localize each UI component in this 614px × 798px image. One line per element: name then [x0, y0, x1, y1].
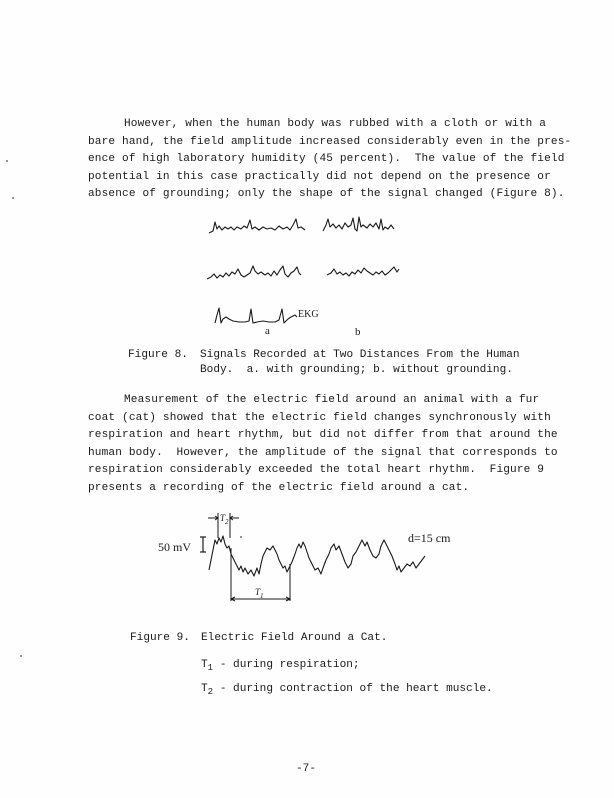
legend-symbol: T — [201, 683, 208, 695]
distance-label: d=15 cm — [408, 531, 451, 545]
figure-9-cat-field — [155, 508, 475, 608]
cat-field-trace — [209, 536, 425, 576]
scale-label: 50 mV — [158, 540, 191, 554]
figure-8-number: Figure 8. — [128, 349, 188, 361]
paragraph-2 — [88, 392, 558, 498]
text-line: coat (cat) showed that the electric field changes synchronously with — [88, 411, 551, 424]
text-line: respiration considerably exceeded the total heart rhythm. Figure 9 — [88, 464, 545, 477]
paragraph-1 — [88, 116, 572, 204]
ekg-trace — [215, 308, 297, 323]
svg-text:T1 — [255, 587, 264, 600]
legend-text: - during contraction of the heart muscle. — [213, 683, 493, 695]
text-line: bare hand, the field amplitude increased considerably even in the pres- — [88, 135, 572, 148]
scan-speck — [6, 160, 8, 162]
ekg-label: EKG — [298, 309, 319, 320]
signal-trace-b-1 — [323, 217, 394, 231]
scan-speck — [240, 536, 242, 538]
text-line: However, when the human body was rubbed with a cloth or with a — [124, 118, 547, 130]
page-number: -7- — [296, 763, 316, 775]
text-line: absence of grounding; only the shape of the signal changed (Figure 8). — [88, 188, 565, 201]
figure-9-caption-title: Electric Field Around a Cat. — [201, 632, 388, 644]
text-line: ence of high laboratory humidity (45 percent). The value of the field — [88, 153, 565, 166]
text-line: human body. However, the amplitude of the signal that corresponds to — [88, 446, 558, 459]
text-line: respiration and heart rhythm, but did not differ from that around the — [88, 429, 558, 442]
figure-8-label-a: a — [265, 325, 270, 337]
t1-marker-sub: 1 — [260, 592, 264, 600]
text-line: presents a recording of the electric field around a cat. — [88, 481, 470, 494]
svg-text:T2 — [220, 513, 229, 526]
figure-8-caption-line-1: Signals Recorded at Two Distances From the Human — [200, 349, 520, 361]
figure-8-caption-line-2: Body. a. with grounding; b. without grounding. — [200, 364, 513, 376]
text-line: Measurement of the electric field around an animal with a fur — [124, 394, 540, 406]
t1-marker-label: T — [255, 587, 261, 597]
figure-8-signals — [195, 205, 435, 340]
figure-8-label-b: b — [355, 326, 361, 338]
legend-symbol: T — [201, 659, 208, 671]
signal-trace-b-2 — [327, 267, 399, 276]
t2-marker-label: T — [220, 513, 226, 523]
legend-subscript: 1 — [207, 663, 214, 674]
figure-9-legend-t2 — [201, 681, 493, 700]
figure-9-legend-t1 — [201, 657, 360, 676]
legend-text: - during respiration; — [213, 659, 360, 671]
scale-bar — [200, 537, 206, 552]
signal-trace-a-2 — [207, 266, 301, 279]
legend-subscript: 2 — [207, 687, 214, 698]
figure-9-number: Figure 9. — [130, 632, 190, 644]
scan-speck — [12, 197, 14, 199]
text-line: potential in this case practically did not depend on the presence or — [88, 170, 551, 183]
signal-trace-a-1 — [209, 219, 305, 233]
scan-speck — [20, 655, 22, 657]
t2-marker-sub: 2 — [225, 518, 229, 526]
